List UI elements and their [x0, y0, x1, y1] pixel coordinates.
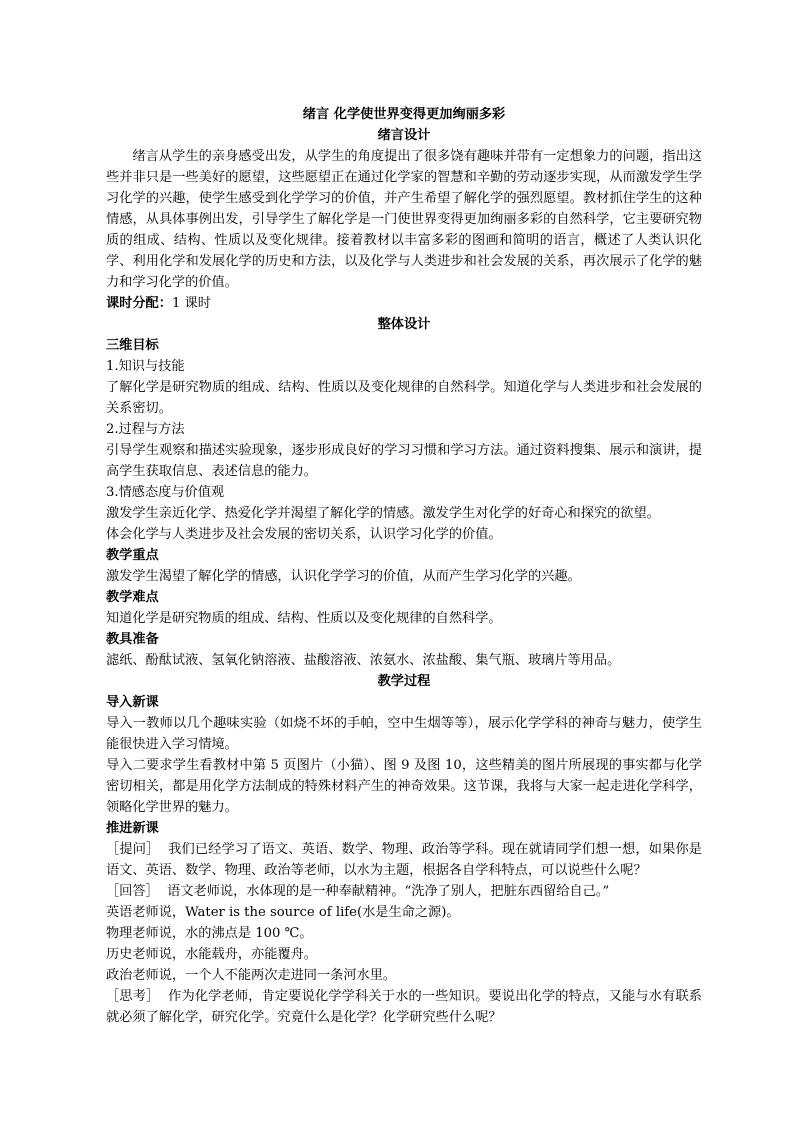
ask-paragraph: [106, 839, 702, 881]
difficulty-text: 知道化学是研究物质的组成、结构、性质以及变化规律的自然科学。: [106, 611, 502, 626]
english-teacher-line: 英语老师说，Water is the source of life(水是生命之源)。: [106, 905, 460, 920]
politics-teacher-line: 政治老师说，一个人不能两次走进同一条河水里。: [106, 968, 397, 983]
think-paragraph: [106, 986, 702, 1028]
key-points-text: 激发学生渴望了解化学的情感，认识化学学习的价值，从而产生学习化学的兴趣。: [106, 569, 581, 584]
document-title: 绪言 化学使世界变得更加绚丽多彩: [302, 107, 506, 122]
ask-tag: ［提问］: [106, 842, 160, 857]
heading-difficulty: 教学难点: [106, 590, 159, 605]
think-text: 作为化学老师，肯定要说化学学科关于水的一些知识。要说出化学的特点，又能与水有联系就必须了解化学，研究化学。究竟什么是化学？化学研究些什么呢？: [106, 989, 702, 1025]
section-heading-teaching-process: 教学过程: [377, 674, 431, 689]
heading-advance: 推进新课: [106, 821, 159, 836]
section-heading-overall-design: 整体设计: [377, 317, 431, 332]
document-page: [106, 104, 702, 1028]
answer-paragraph: [106, 881, 702, 902]
class-hours-value: 1 课时: [171, 296, 211, 311]
goal3-text-2: 体会化学与人类进步及社会发展的密切关系，认识学习化学的价值。: [106, 527, 502, 542]
history-teacher-line: 历史老师说，水能载舟，亦能覆舟。: [106, 947, 317, 962]
intro-paragraph: 绪言从学生的亲身感受出发，从学生的角度提出了很多饶有趣味并带有一定想象力的问题，指出这些并非只是一些美好的愿望，这些愿望正在通过化学家的智慧和辛勤的劳动逐步实现，从而激发学生学习化学的兴趣，使学生感受到化学学习的价值，并产生希望了解化学的强烈愿望。教材抓住学生的这种情感，从具体事例出发，引导学生了解化学是一门使世界变得更加绚丽多彩的自然科学，它主要研究物质的组成、结构、性质以及变化规律。接着教材以丰富多彩的图画和简明的语言，概述了人类认识化学、利用化学和发展化学的历史和方法，以及化学与人类进步和社会发展的关系，再次展示了化学的魅力和学习化学的价值。: [106, 149, 702, 290]
answer-text: 语文老师说，水体现的是一种奉献精神。“洗净了别人，把脏东西留给自己。”: [167, 884, 610, 899]
class-hours-line: [106, 293, 702, 314]
class-hours-label: 课时分配：: [106, 296, 172, 311]
physics-teacher-line: 物理老师说，水的沸点是 100 ℃。: [106, 926, 313, 941]
ask-text: 我们已经学习了语文、英语、数学、物理、政治等学科。现在就请同学们想一想，如果你是语文、英语、数学、物理、政治等老师，以水为主题，根据各自学科特点，可以说些什么呢？: [106, 842, 702, 878]
materials-text: 滤纸、酚酞试液、氢氧化钠溶液、盐酸溶液、浓氨水、浓盐酸、集气瓶、玻璃片等用品。: [106, 653, 621, 668]
goal2-heading: 2.过程与方法: [106, 422, 185, 437]
import-2: 导入二要求学生看教材中第 5 页图片（小猫）、图 9 及图 10，这些精美的图片所展现的事实都与化学密切相关，都是用化学方法制成的特殊材料产生的神奇效果。这节课，我将与大家一起走进化学科学，领略化学世界的魅力。: [106, 758, 702, 815]
goal3-heading: 3.情感态度与价值观: [106, 485, 225, 500]
heading-three-goals: 三维目标: [106, 338, 159, 353]
import-1: 导入一教师以几个趣味实验（如烧不坏的手帕，空中生烟等等），展示化学学科的神奇与魅力，使学生能很快进入学习情境。: [106, 716, 702, 752]
goal1-heading: 1.知识与技能: [106, 359, 185, 374]
heading-key-points: 教学重点: [106, 548, 159, 563]
section-heading-intro-design: 绪言设计: [377, 128, 431, 143]
think-tag: ［思考］: [106, 989, 160, 1004]
goal2-text: 引导学生观察和描述实验现象，逐步形成良好的学习习惯和学习方法。通过资料搜集、展示和演讲，提高学生获取信息、表述信息的能力。: [106, 443, 702, 479]
heading-import: 导入新课: [106, 695, 159, 710]
goal1-text: 了解化学是研究物质的组成、结构、性质以及变化规律的自然科学。知道化学与人类进步和社会发展的关系密切。: [106, 380, 702, 416]
goal3-text-1: 激发学生亲近化学、热爱化学并渴望了解化学的情感。激发学生对化学的好奇心和探究的欲望。: [106, 506, 660, 521]
heading-materials: 教具准备: [106, 632, 159, 647]
answer-tag: ［回答］: [106, 884, 159, 899]
